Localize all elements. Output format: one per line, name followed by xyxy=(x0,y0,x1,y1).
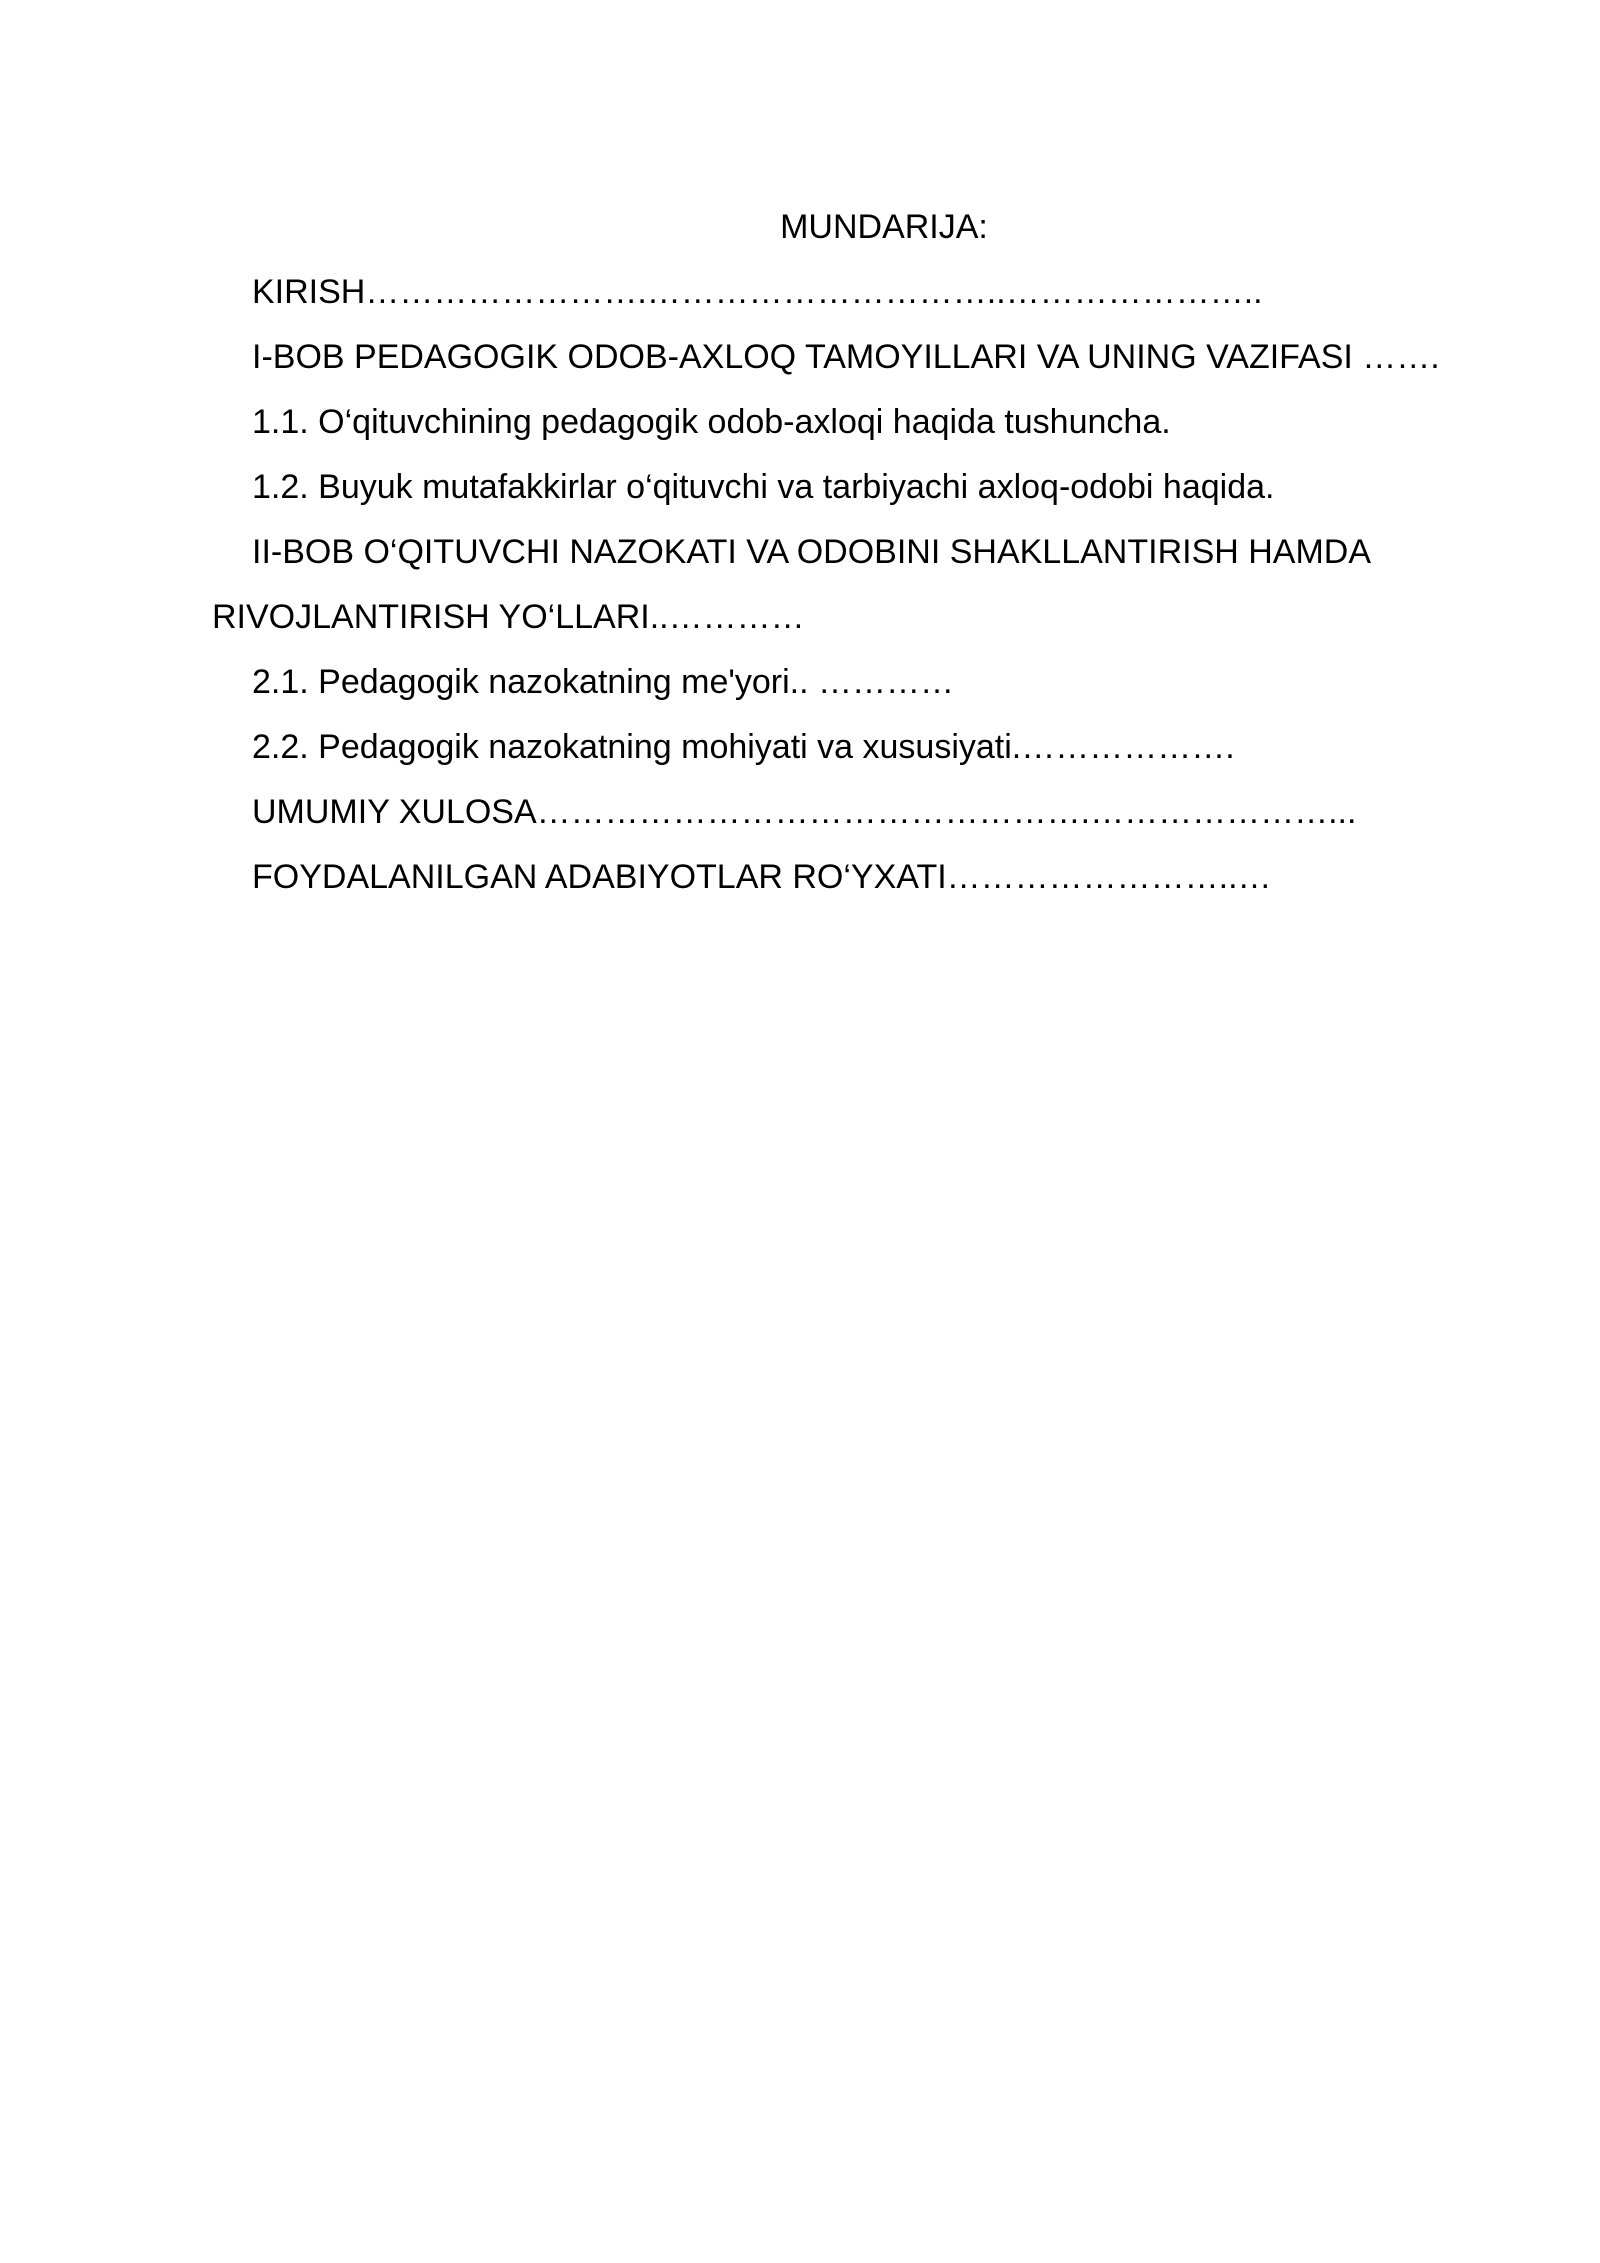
toc-entry-chapter-2 xyxy=(252,532,1371,572)
toc-entry-text: Pedagogik nazokatning mohiyati va xususiyati.………………. xyxy=(318,728,1235,766)
toc-entry-text: KIRISH…………………….…………………………..………………….. xyxy=(252,273,1263,311)
toc-entry-section-1-1 xyxy=(252,402,1171,442)
toc-title: MUNDARIJA: xyxy=(780,208,988,246)
toc-entry-number: 1.2. xyxy=(252,468,309,506)
toc-entry-text: Pedagogik nazokatning me'yori.. ………… xyxy=(318,663,954,701)
toc-entry-kirish xyxy=(252,272,1263,312)
toc-entry-text: II-BOB O‘QITUVCHI NAZOKATI VA ODOBINI SHAKLLANTIRISH HAMDA xyxy=(252,533,1372,571)
toc-entry-text: FOYDALANILGAN ADABIYOTLAR RO‘YXATI……………………..… xyxy=(252,858,1272,896)
toc-entry-references xyxy=(252,857,1272,897)
toc-entry-section-1-2 xyxy=(252,467,1274,507)
toc-entry-number: 1.1. xyxy=(252,403,309,441)
toc-entry-text: UMUMIY XULOSA………………………………………….…………………... xyxy=(252,793,1357,831)
toc-entry-text: O‘qituvchining pedagogik odob-axloqi haqida tushuncha. xyxy=(318,403,1171,441)
toc-entry-text: Buyuk mutafakkirlar o‘qituvchi va tarbiyachi axloq-odobi haqida. xyxy=(318,468,1275,506)
toc-entry-chapter-1 xyxy=(252,337,1440,377)
toc-entry-chapter-2-continued xyxy=(212,597,805,637)
toc-entry-section-2-2 xyxy=(252,727,1235,767)
toc-entry-number: 2.2. xyxy=(252,728,309,766)
toc-entry-text: RIVOJLANTIRISH YO‘LLARI..………… xyxy=(212,598,805,636)
toc-entry-section-2-1 xyxy=(252,662,954,702)
toc-entry-text: I-BOB PEDAGOGIK ODOB-AXLOQ TAMOYILLARI VA UNING VAZIFASI ……. xyxy=(252,338,1440,376)
toc-entry-conclusion xyxy=(252,792,1356,832)
toc-entry-number: 2.1. xyxy=(252,663,309,701)
